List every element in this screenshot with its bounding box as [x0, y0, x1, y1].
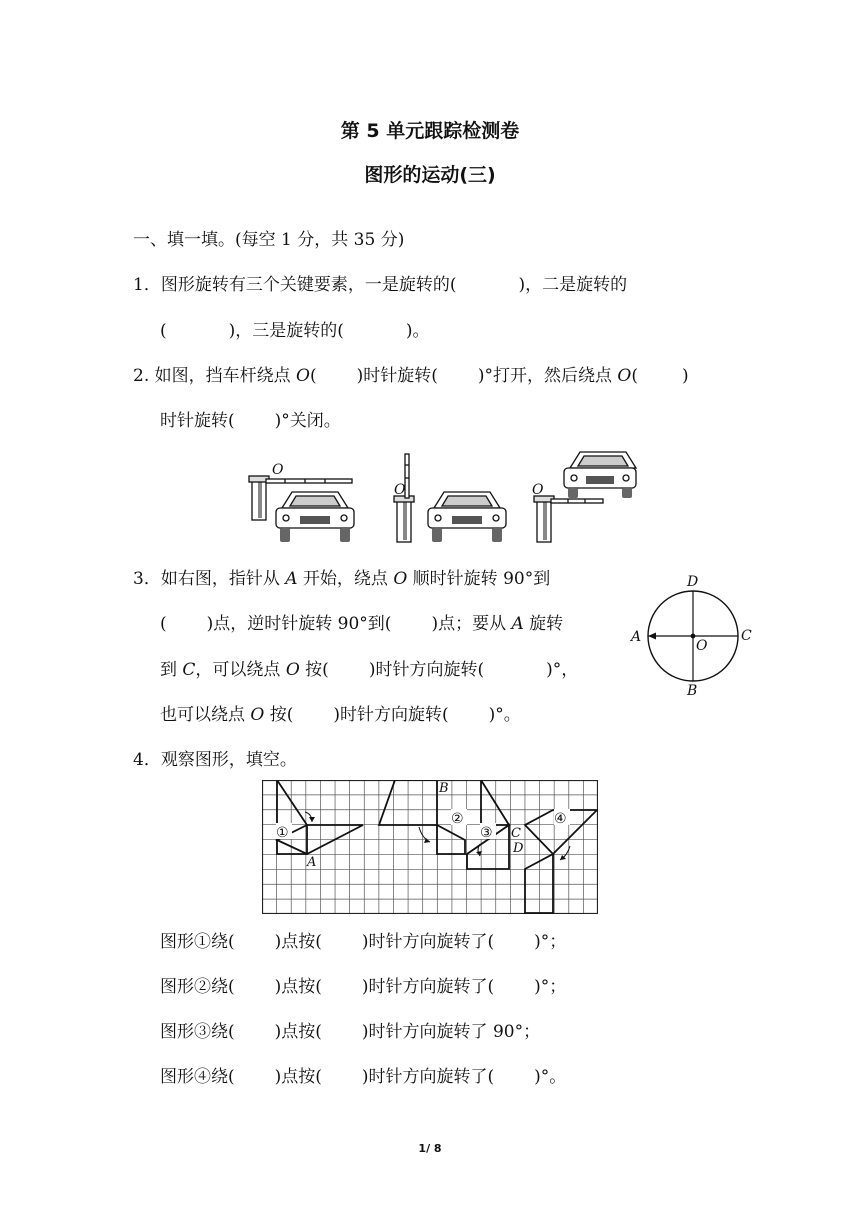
point-b-grid-label: B [439, 781, 449, 796]
figure-4-label: ④ [554, 811, 567, 827]
point-c-label: C [741, 628, 752, 644]
point-o-label: O [696, 638, 708, 654]
figure-3-label: ③ [480, 825, 493, 841]
point-a-grid-label: A [307, 855, 317, 870]
question-3-line-1: 3．如右图，指针从 A 开始，绕点 O 顺时针旋转 90°到 [133, 569, 551, 589]
question-4-row-3: 图形③绕( )点按( )时针方向旋转了 90°； [160, 1022, 541, 1042]
question-3-line-3: 到 C，可以绕点 O 按( )时针方向旋转( )°， [160, 660, 579, 680]
question-1-line-2: ( )，三是旋转的( )。 [160, 321, 430, 341]
question-4-row-4: 图形④绕( )点按( )时针方向旋转了( )°。 [160, 1067, 567, 1087]
question-4-title: 4．观察图形，填空。 [133, 750, 297, 770]
circle-pointer-figure [620, 570, 760, 702]
figure-1-label: ① [276, 825, 289, 841]
page-title: 第 5 单元跟踪检测卷 [340, 120, 520, 142]
point-d-label: D [687, 574, 699, 590]
point-b-label: B [687, 683, 698, 699]
question-2-line-2: 时针旋转( )°关闭。 [160, 411, 341, 431]
question-2-line-1: 2. 如图，挡车杆绕点 O( )时针旋转( )°打开，然后绕点 O( ) [133, 366, 689, 386]
barrier-gate-figure [240, 450, 640, 550]
gate-1-o-label: O [272, 462, 284, 478]
rotation-grid-figure [262, 780, 598, 914]
gate-2-o-label: O [394, 482, 406, 498]
question-4-row-2: 图形②绕( )点按( )时针方向旋转了( )°； [160, 977, 567, 997]
section-heading: 一、填一填。(每空 1 分，共 35 分) [133, 230, 405, 250]
point-d-grid-label: D [513, 841, 524, 856]
gate-3-o-label: O [532, 482, 544, 498]
page-subtitle: 图形的运动(三) [364, 164, 496, 186]
figure-2-label: ② [451, 811, 464, 827]
point-c-grid-label: C [511, 826, 521, 841]
question-3-line-4: 也可以绕点 O 按( )时针方向旋转( )°。 [160, 705, 521, 725]
point-a-label: A [631, 629, 642, 645]
question-4-row-1: 图形①绕( )点按( )时针方向旋转了( )°； [160, 932, 567, 952]
page-number: 1/ 8 [418, 1142, 442, 1155]
question-1-line-1: 1．图形旋转有三个关键要素，一是旋转的( )，二是旋转的 [133, 275, 628, 295]
question-3-line-2: ( )点，逆时针旋转 90°到( )点；要从 A 旋转 [160, 614, 564, 634]
